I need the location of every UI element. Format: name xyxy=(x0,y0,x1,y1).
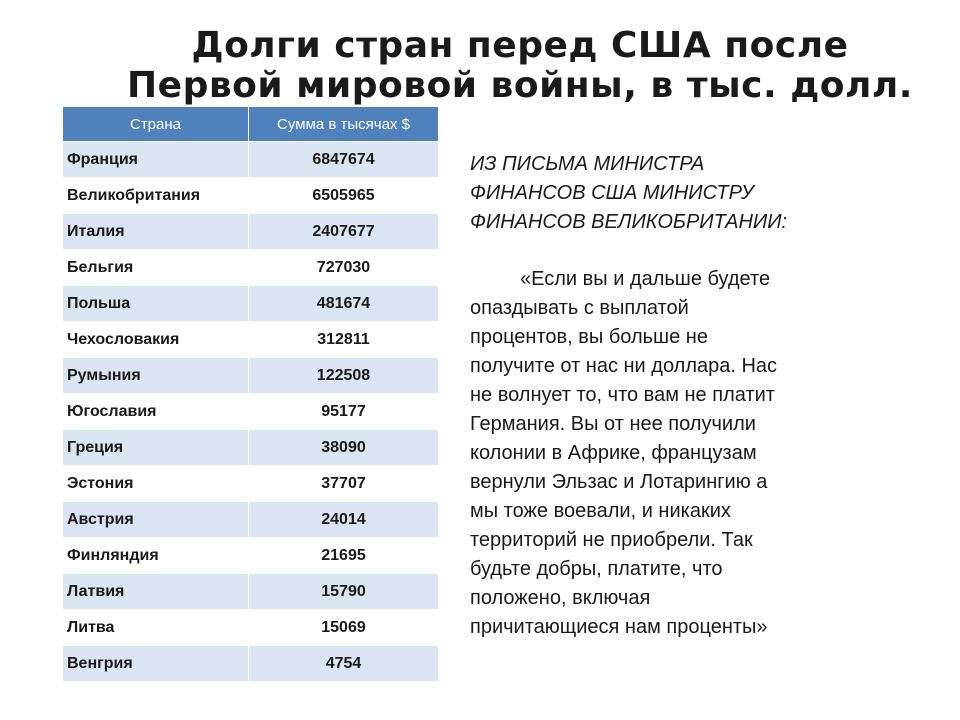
heading-line: ФИНАНСОВ ВЕЛИКОБРИТАНИИ: xyxy=(470,211,788,233)
quote-line: Германия. Вы от нее получили xyxy=(470,413,756,435)
amount-cell: 481674 xyxy=(249,286,439,322)
amount-cell: 2407677 xyxy=(249,214,439,250)
country-cell: Польша xyxy=(63,286,249,322)
table-row xyxy=(63,178,439,214)
debts-table xyxy=(62,106,439,682)
amount-cell: 4754 xyxy=(249,646,439,682)
country-cell: Австрия xyxy=(63,502,249,538)
table-row xyxy=(63,538,439,574)
country-cell: Румыния xyxy=(63,358,249,394)
country-cell: Эстония xyxy=(63,466,249,502)
country-cell: Югославия xyxy=(63,394,249,430)
table-row xyxy=(63,502,439,538)
country-cell: Чехословакия xyxy=(63,322,249,358)
country-cell: Греция xyxy=(63,430,249,466)
country-cell: Франция xyxy=(63,142,249,178)
quote-line: будьте добры, платите, что xyxy=(470,558,723,580)
column-header-country: Страна xyxy=(63,107,249,142)
quote-line: вернули Эльзас и Лотарингию а xyxy=(470,471,768,493)
heading-line: ИЗ ПИСЬМА МИНИСТРА xyxy=(470,153,705,175)
country-cell: Латвия xyxy=(63,574,249,610)
table-row xyxy=(63,610,439,646)
country-cell: Великобритания xyxy=(63,178,249,214)
table-row xyxy=(63,322,439,358)
column-header-amount: Сумма в тысячах $ xyxy=(249,107,439,142)
amount-cell: 37707 xyxy=(249,466,439,502)
table-row xyxy=(63,646,439,682)
amount-cell: 122508 xyxy=(249,358,439,394)
quote-line: «Если вы и дальше будете xyxy=(520,268,771,290)
quote-line: получите от нас ни доллара. Нас xyxy=(470,355,778,377)
amount-cell: 312811 xyxy=(249,322,439,358)
title-line-2: Первой мировой войны, в тыс. долл. xyxy=(127,65,913,106)
table-row xyxy=(63,214,439,250)
table-row xyxy=(63,430,439,466)
amount-cell: 727030 xyxy=(249,250,439,286)
table-row xyxy=(63,142,439,178)
page-title xyxy=(100,26,940,106)
quote-line: положено, включая xyxy=(470,587,651,609)
letter-quote xyxy=(470,265,940,642)
amount-cell: 6847674 xyxy=(249,142,439,178)
quote-line: мы тоже воевали, и никаких xyxy=(470,500,731,522)
table-row xyxy=(63,250,439,286)
country-cell: Италия xyxy=(63,214,249,250)
amount-cell: 15069 xyxy=(249,610,439,646)
amount-cell: 6505965 xyxy=(249,178,439,214)
amount-cell: 38090 xyxy=(249,430,439,466)
table-row xyxy=(63,574,439,610)
table-header-row xyxy=(63,107,439,142)
quote-line: территорий не приобрели. Так xyxy=(470,529,753,551)
quote-line: колонии в Африке, французам xyxy=(470,442,757,464)
quote-line: причитающиеся нам проценты» xyxy=(470,616,768,638)
table-row xyxy=(63,394,439,430)
letter-excerpt xyxy=(470,150,940,642)
amount-cell: 24014 xyxy=(249,502,439,538)
amount-cell: 95177 xyxy=(249,394,439,430)
quote-line: не волнует то, что вам не платит xyxy=(470,384,775,406)
amount-cell: 21695 xyxy=(249,538,439,574)
country-cell: Венгрия xyxy=(63,646,249,682)
table-row xyxy=(63,286,439,322)
country-cell: Финляндия xyxy=(63,538,249,574)
letter-heading xyxy=(470,150,940,237)
country-cell: Литва xyxy=(63,610,249,646)
table-row xyxy=(63,466,439,502)
title-line-1: Долги стран перед США после xyxy=(191,25,849,66)
quote-line: опаздывать с выплатой xyxy=(470,297,689,319)
amount-cell: 15790 xyxy=(249,574,439,610)
country-cell: Бельгия xyxy=(63,250,249,286)
quote-line: процентов, вы больше не xyxy=(470,326,708,348)
heading-line: ФИНАНСОВ США МИНИСТРУ xyxy=(470,182,754,204)
table-row xyxy=(63,358,439,394)
